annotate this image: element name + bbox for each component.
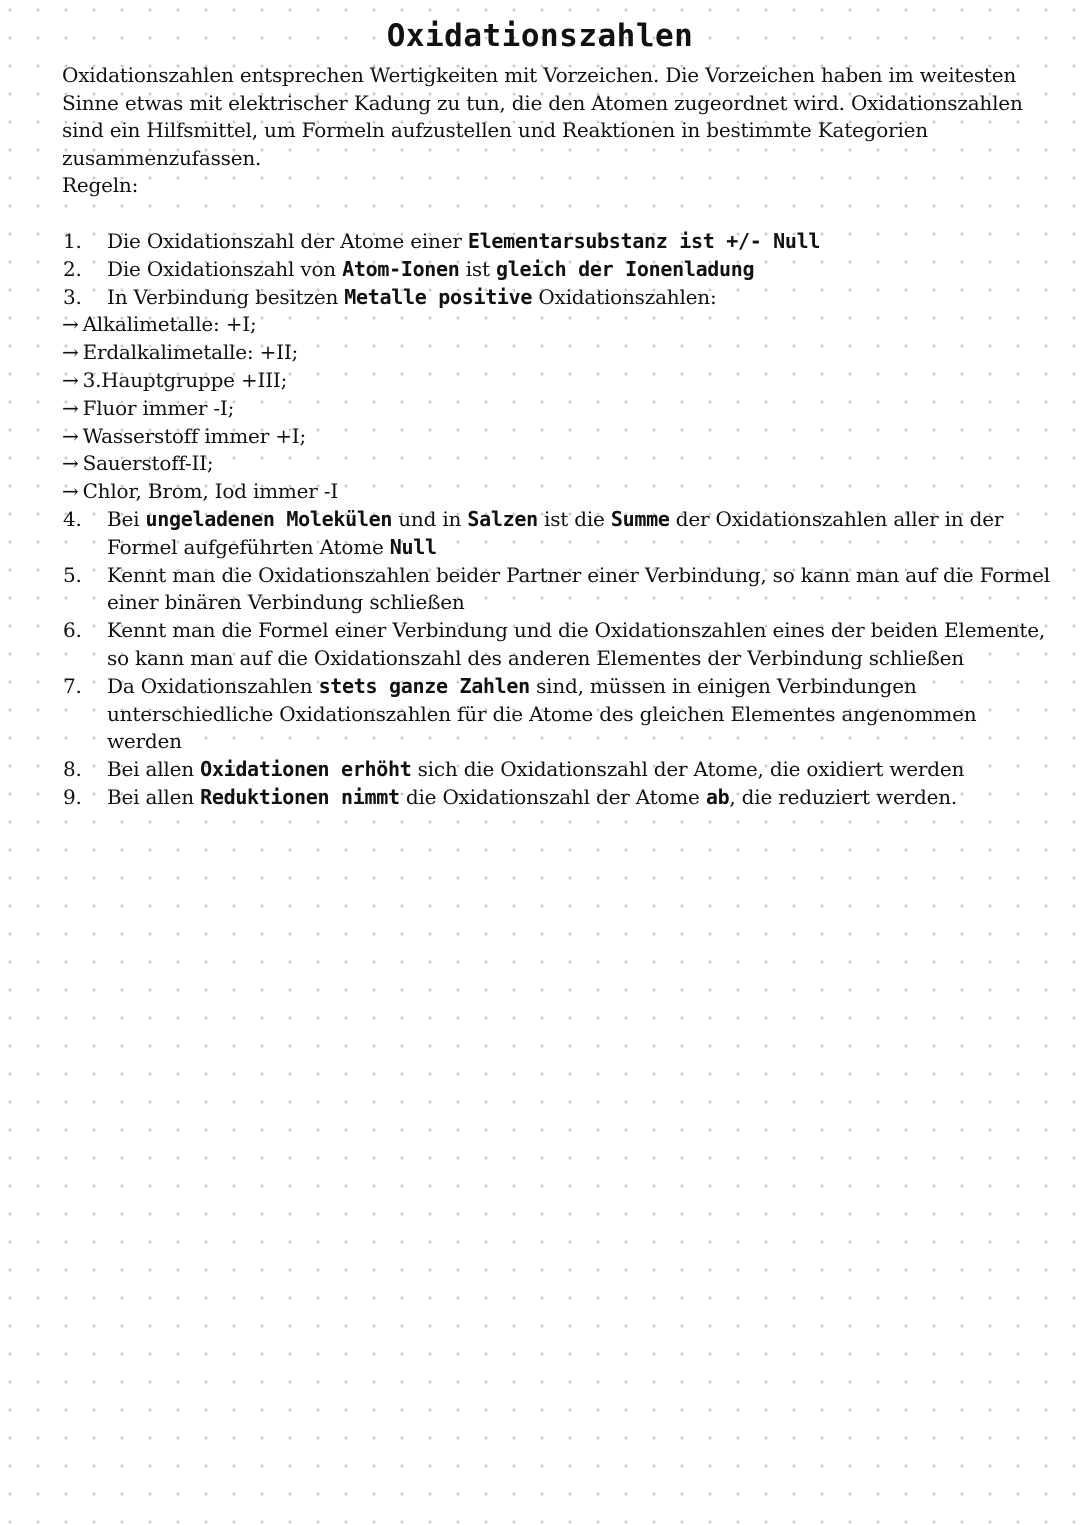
arrow-icon: → [62,479,79,504]
rule-text: sich die Oxidationszahl der Atome, die oxidiert werden [411,757,965,782]
rule-text: ist [459,256,496,281]
rule-emphasis: ab [705,784,730,809]
rule-number: 7. [63,673,82,698]
rule-text: Bei allen [107,757,201,782]
rule-9 [62,784,1052,812]
rule-3 [62,284,1052,312]
rule-text: Bei [107,506,146,531]
rule-1 [62,228,1052,256]
rule-emphasis: Oxidationen erhöht [200,757,412,782]
rule-emphasis: gleich der Ionenladung [495,256,755,281]
sub-item [62,367,1052,395]
rule-number: 6. [63,618,82,643]
rule-7 [62,673,1052,756]
rule-text: und in [392,506,468,531]
document-page [62,14,1052,812]
rule-text: Die Oxidationszahl von [107,256,343,281]
rule-6 [62,617,1052,673]
rule-number: 1. [63,228,82,253]
rule-text: In Verbindung besitzen [107,284,345,309]
rule-text: ist die [537,506,611,531]
sub-item [62,450,1052,478]
sub-item-text: Fluor immer -I; [82,395,235,420]
rule-emphasis: ungeladenen Molekülen [145,506,393,531]
rule-emphasis: Elementarsubstanz ist +/- Null [467,228,821,253]
rule-text: Oxidationszahlen: [532,284,717,309]
page-title: Oxidationszahlen [386,18,694,54]
rule-2 [62,256,1052,284]
rule-text: Bei allen [107,784,201,809]
rule-4 [62,506,1052,562]
rule-text: Da Oxidationszahlen [107,673,319,698]
rule-text: die Oxidationszahl der Atome [399,784,706,809]
rule-emphasis: Null [389,534,437,559]
arrow-icon: → [62,395,79,420]
rule-number: 9. [63,784,82,809]
sub-item-text: Sauerstoff-II; [82,451,214,476]
rule-number: 3. [63,284,82,309]
sub-item-text: Erdalkalimetalle: +II; [82,340,299,365]
intro-paragraph: Oxidationszahlen entsprechen Wertigkeiten mit Vorzeichen. Die Vorzeichen haben im weitesten Sinne etwas mit elektrischer Kadung zu tun, die den Atomen zugeordnet wird. Oxidationszahlen sind ein Hilfsmittel, um Formeln aufzustellen und Reaktionen in bestimmte Kategorien zusammenzufassen. [62,63,1023,170]
rule-number: 2. [63,256,82,281]
sub-item [62,478,1052,506]
rules-list [62,228,1052,812]
arrow-icon: → [62,312,79,337]
arrow-icon: → [62,451,79,476]
rule-emphasis: Salzen [467,506,538,531]
rule-number: 4. [63,506,82,531]
rule-5 [62,562,1052,618]
sub-item-text: Alkalimetalle: +I; [82,312,257,337]
sub-item [62,339,1052,367]
sub-item [62,311,1052,339]
rule-emphasis: Metalle positive [344,284,533,309]
rule-number: 8. [63,757,82,782]
sub-item [62,395,1052,423]
sub-item-text: Wasserstoff immer +I; [82,423,307,448]
sub-item [62,423,1052,451]
rule-text: sind, müssen in einigen Verbindungen unterschiedliche Oxidationszahlen für die Atome des gleichen Elementes angenommen werden [107,673,977,754]
rule-text: Die Oxidationszahl der Atome einer [107,228,468,253]
rule-number: 5. [63,562,82,587]
rule-emphasis: Atom-Ionen [342,256,460,281]
rule-emphasis: Summe [610,506,670,531]
sub-item-text: Chlor, Brom, Iod immer -I [82,479,339,504]
arrow-icon: → [62,340,79,365]
rule-text: der Oxidationszahlen aller in der Formel aufgeführten Atome [107,506,1004,559]
arrow-icon: → [62,423,79,448]
sub-item-text: 3.Hauptgruppe +III; [82,367,288,392]
rule-emphasis: stets ganze Zahlen [318,673,530,698]
rules-label: Regeln: [62,173,139,198]
rule-text: Kennt man die Formel einer Verbindung und die Oxidationszahlen eines der beiden Elemente, so kann man auf die Oxidationszahl des anderen Elementes der Verbindung schließen [107,618,1046,670]
rule-emphasis: Reduktionen nimmt [200,784,400,809]
rule-8 [62,756,1052,784]
rule-text: Kennt man die Oxidationszahlen beider Partner einer Verbindung, so kann man auf die Formel einer binären Verbindung schließen [107,562,1050,615]
rule-text: , die reduziert werden. [729,784,958,809]
arrow-icon: → [62,367,79,392]
